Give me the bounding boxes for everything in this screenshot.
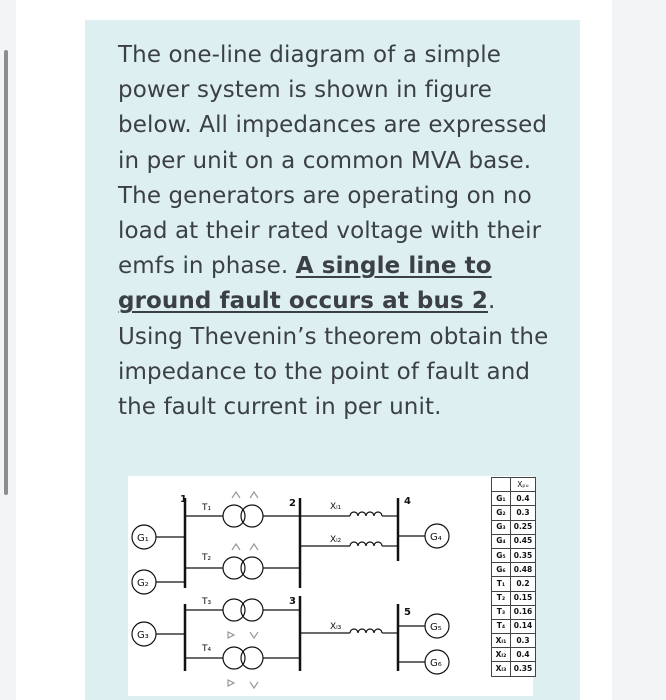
transformer-t2 [185, 544, 300, 579]
table-cell-value: 0.35 [511, 548, 536, 562]
table-cell-name: G₁ [492, 492, 511, 506]
table-cell-name: T₄ [492, 619, 511, 633]
table-cell-value: 0.15 [511, 591, 536, 605]
table-cell-name: G₄ [492, 534, 511, 548]
table-cell-value: 0.4 [511, 648, 536, 662]
line-xl1 [300, 502, 398, 516]
transformer-t3 [185, 597, 300, 638]
table-cell-name: Xₗ₃ [492, 662, 511, 676]
table-row [492, 563, 536, 577]
svg-text:1: 1 [180, 494, 187, 505]
generator-g5 [425, 614, 449, 638]
question-emphasis: A single line to ground fault occurs at bus 2 [118, 253, 492, 315]
question-text-after: . Using Thevenin’s theorem obtain the impedance to the point of fault and the fault current in per unit. [118, 288, 549, 421]
table-row [492, 634, 536, 648]
bus-1 [180, 494, 187, 588]
svg-text:3: 3 [289, 596, 296, 607]
generator-g2 [132, 570, 185, 594]
line-xl2 [300, 535, 398, 546]
table-cell-name: G₅ [492, 548, 511, 562]
table-cell-value: 0.35 [511, 662, 536, 676]
svg-text:Xₗ₂: Xₗ₂ [330, 535, 342, 545]
table-cell-name: T₂ [492, 591, 511, 605]
table-row [492, 577, 536, 591]
table-cell-name: G₂ [492, 506, 511, 520]
one-line-diagram [128, 476, 533, 696]
svg-text:T₃: T₃ [202, 597, 212, 607]
generator-g3 [132, 622, 185, 646]
svg-text:5: 5 [404, 607, 411, 618]
table-cell-name: Xₗ₂ [492, 648, 511, 662]
table-cell-value: 0.14 [511, 619, 536, 633]
table-cell-value: 0.2 [511, 577, 536, 591]
table-cell-value: 0.3 [511, 634, 536, 648]
table-row [492, 520, 536, 534]
svg-text:Xₗ₁: Xₗ₁ [330, 502, 342, 512]
svg-text:T₂: T₂ [202, 553, 212, 563]
svg-text:G₄: G₄ [430, 532, 442, 543]
svg-text:4: 4 [404, 496, 411, 507]
svg-text:G₆: G₆ [430, 658, 442, 669]
scrollbar[interactable] [4, 50, 8, 495]
svg-text:G₁: G₁ [137, 533, 149, 544]
table-cell-name: G₃ [492, 520, 511, 534]
table-row [492, 534, 536, 548]
generator-g1 [132, 525, 185, 549]
table-header-row [492, 478, 536, 492]
question-text-before: The one-line diagram of a simple power system is shown in figure below. All impedances are expressed in per unit on a common MVA base. The generators are operating on no load at their rated voltage with their emfs in phase. [118, 42, 548, 280]
generator-g6 [425, 650, 449, 674]
table-cell-value: 0.16 [511, 605, 536, 619]
table-header: Xₚᵤ [511, 478, 536, 492]
table-row [492, 648, 536, 662]
table-cell-name: G₆ [492, 563, 511, 577]
svg-text:G₅: G₅ [430, 622, 442, 633]
bus-2 [289, 498, 300, 588]
transformer-t4 [185, 644, 300, 688]
generator-g4 [425, 524, 449, 548]
transformer-t1 [185, 492, 300, 527]
table-row [492, 548, 536, 562]
svg-text:G₂: G₂ [137, 578, 149, 589]
table-row [492, 506, 536, 520]
table-row [492, 662, 536, 676]
table-cell-value: 0.4 [511, 492, 536, 506]
svg-text:Xₗ₃: Xₗ₃ [330, 622, 342, 632]
question-text [118, 38, 563, 425]
bus-3b [289, 596, 300, 671]
table-cell-value: 0.45 [511, 534, 536, 548]
table-row [492, 619, 536, 633]
svg-text:T₄: T₄ [202, 644, 212, 654]
svg-text:2: 2 [289, 498, 296, 509]
table-row [492, 591, 536, 605]
line-xl3 [300, 622, 398, 633]
bus-4 [398, 496, 425, 561]
table-cell-name: T₁ [492, 577, 511, 591]
table-cell-name: T₃ [492, 605, 511, 619]
svg-text:T₁: T₁ [202, 503, 212, 513]
impedance-table [491, 477, 536, 677]
svg-text:G₃: G₃ [137, 630, 149, 641]
bus-5 [398, 604, 425, 671]
table-cell-value: 0.25 [511, 520, 536, 534]
table-row [492, 605, 536, 619]
table-cell-value: 0.48 [511, 563, 536, 577]
table-cell-name: Xₗ₁ [492, 634, 511, 648]
table-row [492, 492, 536, 506]
table-cell-value: 0.3 [511, 506, 536, 520]
